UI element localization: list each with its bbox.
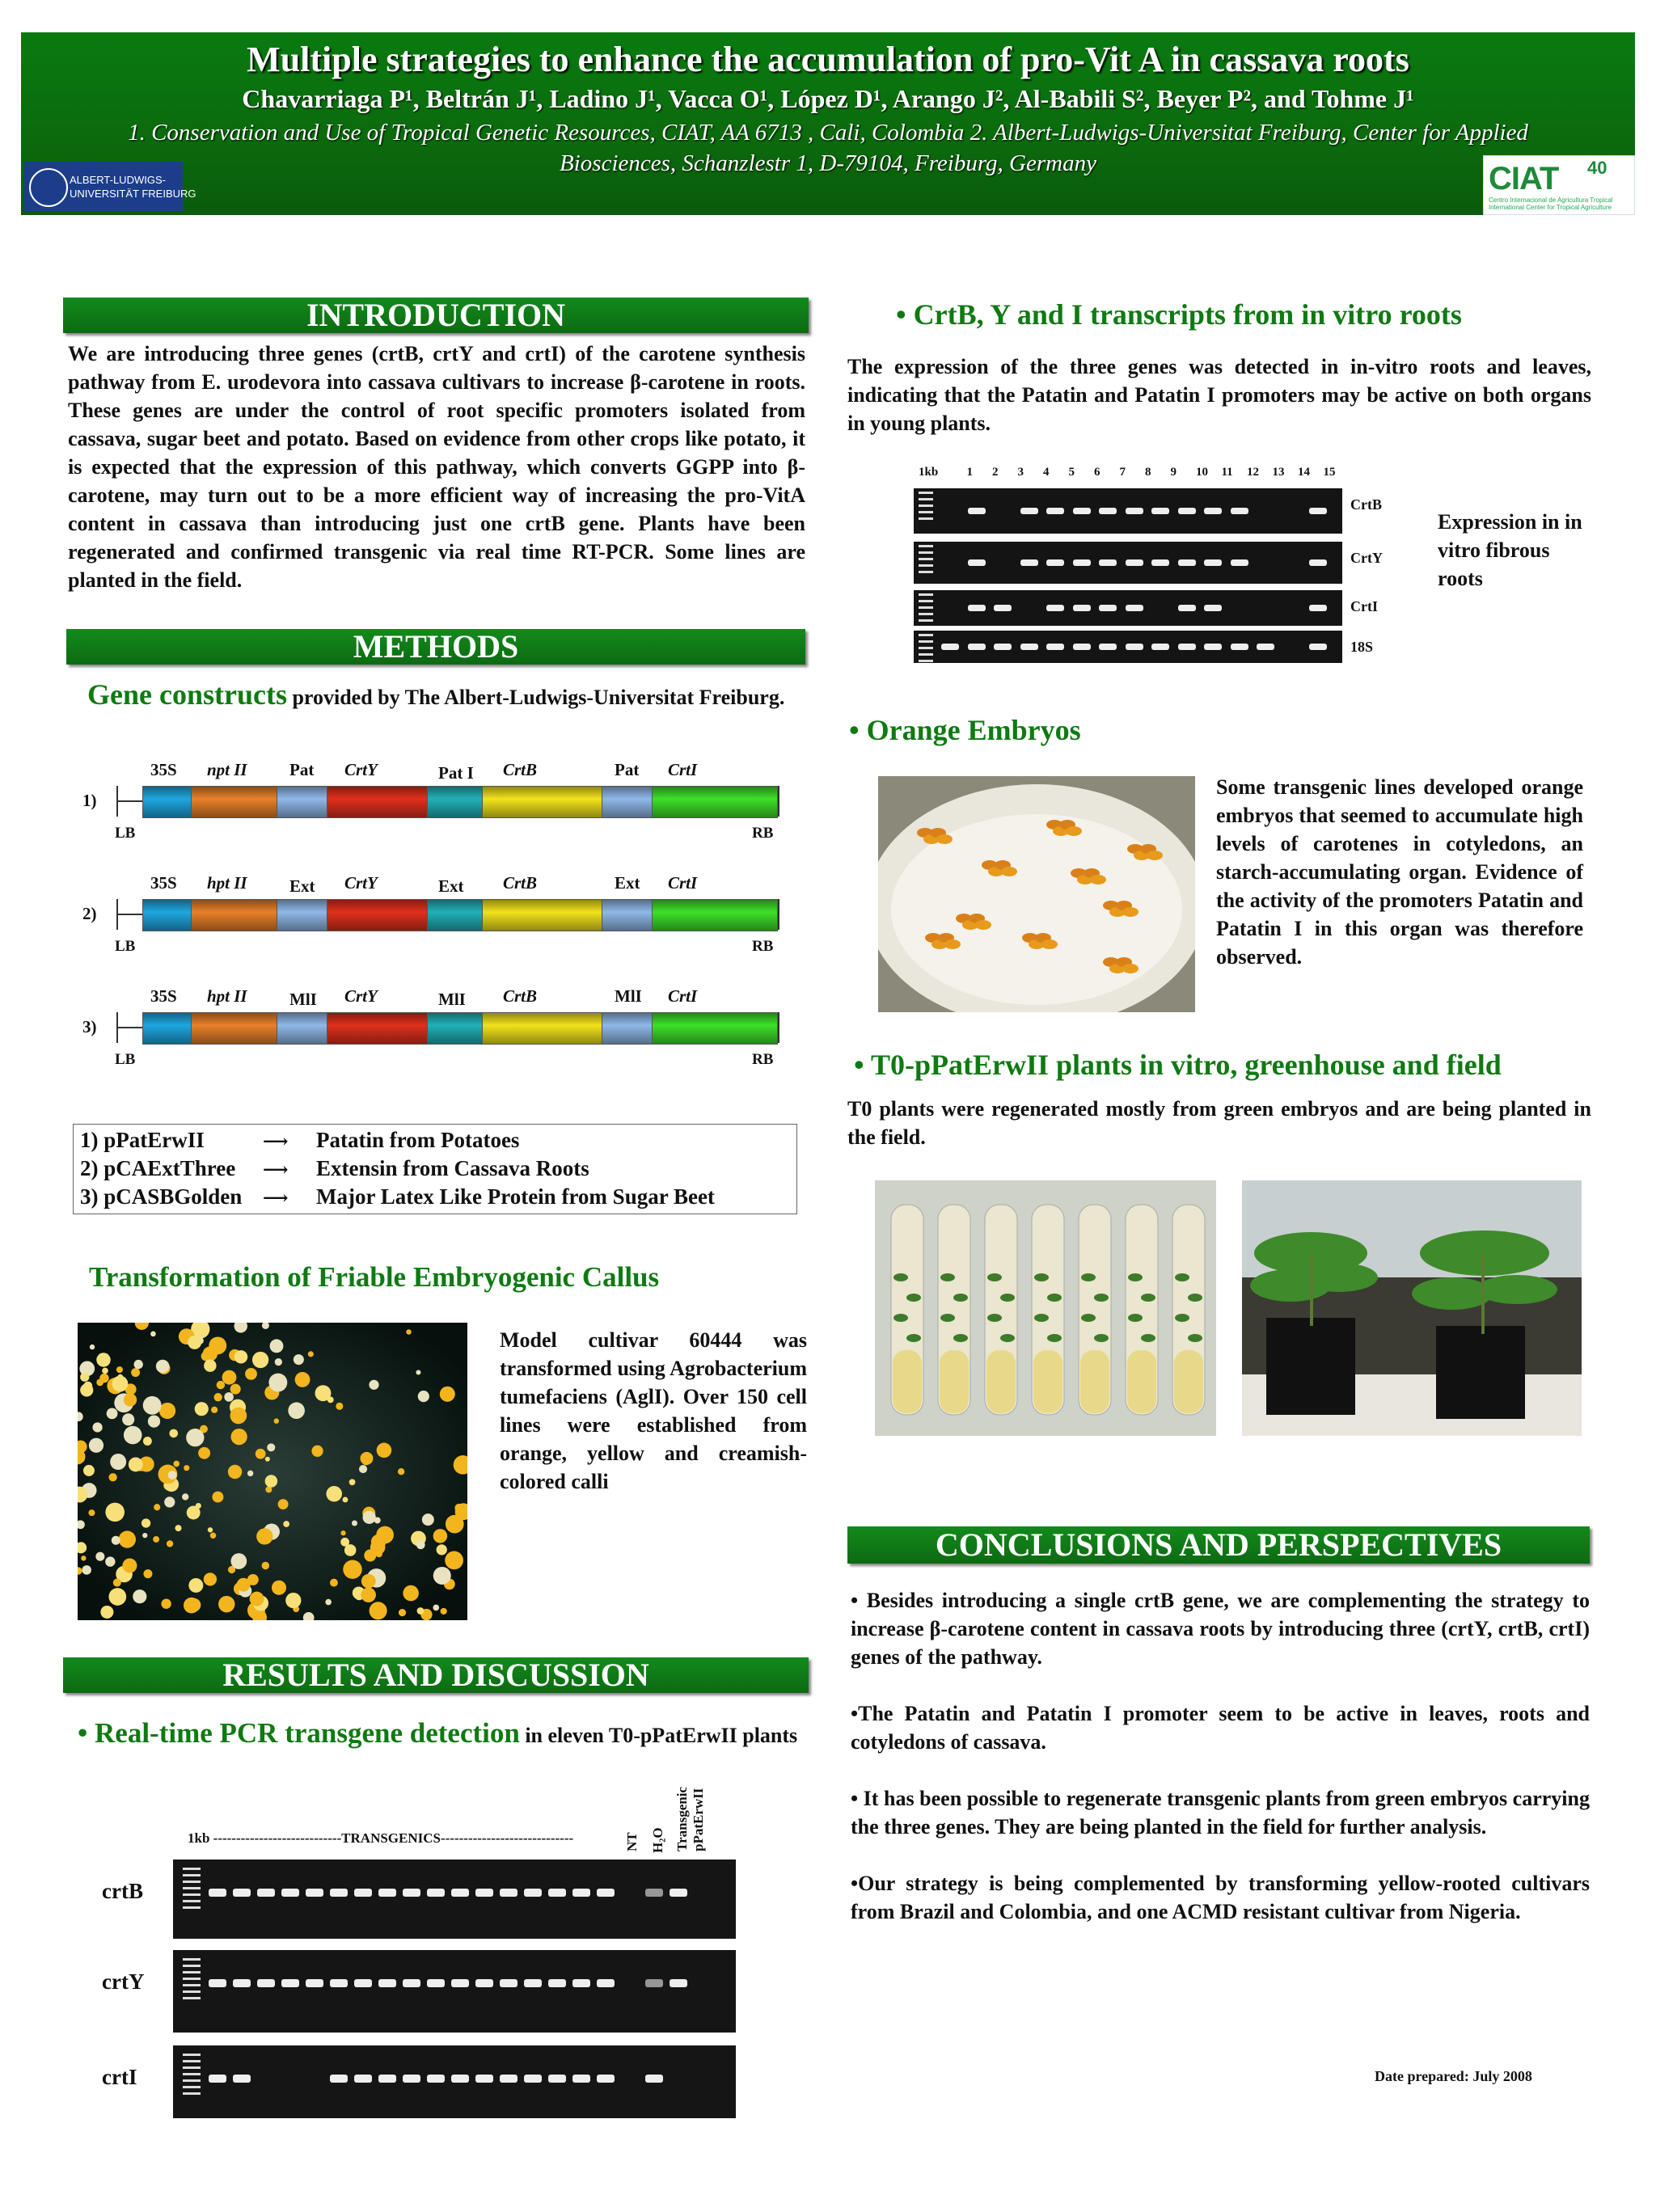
construct-segment-label: CrtY <box>344 760 378 779</box>
gel-band <box>1073 605 1091 611</box>
construct-segment-label: CrtB <box>503 760 538 779</box>
t0-plants-text: T0 plants were regenerated mostly from green embryos and are being planted in the field. <box>847 1097 1591 1149</box>
gel-ladder <box>919 492 933 524</box>
gel-band <box>427 2075 445 2083</box>
left-border-label: LB <box>115 1051 136 1068</box>
orange-embryos-heading: • Orange Embryos <box>849 714 1081 746</box>
gel-band <box>1046 559 1064 566</box>
gel-band <box>968 508 986 514</box>
rt-lane-label: 13 <box>1272 466 1285 479</box>
gel-band <box>500 1889 518 1897</box>
gel-band <box>1020 559 1038 566</box>
gel-band <box>257 1979 275 1987</box>
construct-segment <box>652 786 778 818</box>
transformation-text <box>500 1326 807 1496</box>
gel-band <box>645 2075 663 2083</box>
construct-segment <box>652 899 778 931</box>
legend-row <box>80 1128 792 1155</box>
gel-band <box>475 2075 493 2083</box>
gel-band <box>1099 605 1117 611</box>
gel-band <box>378 2075 396 2083</box>
gel-ladder <box>183 1958 201 2003</box>
transformation-text-content: Model cultivar 60444 was transformed using Agrobacterium tumefaciens (AglI). Over 150 cell lines were established from orange, yellow and creamish-colored calli <box>500 1328 807 1493</box>
gel-band <box>1204 508 1222 514</box>
gel-band <box>1151 644 1169 650</box>
gene-constructs-text: provided by The Albert-Ludwigs-Universitat Freiburg. <box>292 686 785 709</box>
field-plants-image <box>1242 1180 1582 1436</box>
gel-band <box>354 1889 372 1897</box>
rt-lane-label: 2 <box>992 466 999 479</box>
gel-band <box>233 2075 251 2083</box>
construct-segment <box>277 786 328 818</box>
gel-band <box>1231 644 1248 650</box>
affiliation-line-1: 1. Conservation and Use of Tropical Genetic Resources, CIAT, AA 6713 , Cali, Colombia 2. Albert-Ludwigs-Universitat Freiburg, Center for Applied <box>128 120 1528 146</box>
left-border-label: LB <box>115 938 136 955</box>
author-list: Chavarriaga P¹, Beltrán J¹, Ladino J¹, Vacca O¹, López D¹, Arango J², Al-Babili S², Beyer P², and Tohme J¹ <box>242 84 1414 113</box>
rt-lane-label: 3 <box>1017 466 1024 479</box>
gel-band <box>524 2075 542 2083</box>
construct-segment-label: hpt II <box>207 873 247 893</box>
right-border-tick <box>778 899 779 930</box>
legend-construct-name: 1) pPatErwII <box>80 1128 205 1152</box>
ciat-logo <box>1483 155 1635 215</box>
construct-legend <box>73 1124 797 1214</box>
gel-band <box>306 1979 323 1987</box>
methods-title: METHODS <box>66 629 805 665</box>
gel-ladder <box>919 634 933 666</box>
gel-band <box>209 1889 226 1897</box>
rt-lane-label: 10 <box>1196 466 1208 479</box>
introduction-title: INTRODUCTION <box>63 298 809 333</box>
construct-segment <box>602 786 653 818</box>
construct-segment-label: CrtB <box>503 873 538 893</box>
construct-segment-label: Pat I <box>438 763 474 783</box>
gel-band <box>572 1979 590 1987</box>
construct-segment <box>482 786 603 818</box>
construct-segment-label: CrtY <box>344 873 378 893</box>
orange-embryos-text: Some transgenic lines developed orange embryos that seemed to accumulate high levels of carotenes in cotyledons, an starch-accumulating organ. Evidence of the activity of the promoters Patatin and Patatin I in this organ was therefore observed. <box>1216 775 1583 969</box>
transcripts-heading: • CrtB, Y and I transcripts from in vitro roots <box>896 298 1462 331</box>
gel-col-transgenic: Transgenic pPatErwII <box>674 1787 706 1851</box>
gel-band <box>354 2075 372 2083</box>
construct-segment-label: Ext <box>438 876 464 896</box>
gel-band <box>1020 644 1038 650</box>
gel-band <box>1099 559 1117 566</box>
gel-band <box>1309 559 1327 566</box>
construct-segment-label: 35S <box>150 760 177 779</box>
gel-band <box>500 1979 518 1987</box>
gel-band <box>330 2075 348 2083</box>
gel-band <box>597 2075 615 2083</box>
gel-band <box>994 644 1012 650</box>
gel-band <box>233 1979 251 1987</box>
gel-band <box>524 1979 542 1987</box>
gel-ladder <box>183 2054 201 2099</box>
conclusions-list <box>851 1586 1590 1954</box>
gel-band <box>451 1979 469 1987</box>
gel-band <box>257 1889 275 1897</box>
gel-band <box>548 1979 566 1987</box>
gel-band <box>572 2075 590 2083</box>
invitro-plants-photo <box>875 1180 1216 1436</box>
construct-segment <box>482 899 603 931</box>
embryo-image <box>878 776 1195 1012</box>
legend-construct-name: 2) pCAExtThree <box>80 1156 236 1180</box>
gel-band <box>670 1889 687 1897</box>
gel-band <box>281 1889 299 1897</box>
gel-band <box>378 1979 396 1987</box>
legend-promoter-desc: Patatin from Potatoes <box>316 1128 520 1152</box>
gel-band <box>1204 559 1222 566</box>
construct-segment <box>191 899 278 931</box>
construct-segment-label: CrtI <box>668 986 698 1006</box>
gel-band <box>330 1979 348 1987</box>
field-plants-photo <box>1242 1180 1582 1436</box>
gel-band <box>1151 559 1169 566</box>
rt-lane-label: 8 <box>1145 466 1151 479</box>
construct-segment-label: Ext <box>289 876 315 896</box>
legend-row <box>80 1156 792 1184</box>
gel-band <box>1073 644 1091 650</box>
construct-segment-label: npt II <box>207 760 247 779</box>
ciat-logo-subtitle: Centro Internacional de Agricultura Tropical International Center for Tropical Agriculture <box>1489 196 1613 211</box>
gel-band <box>968 644 986 650</box>
construct-segment <box>277 899 328 931</box>
gel-top-label: 1kb ----------------------------TRANSGENICS----------------------------- <box>188 1830 574 1846</box>
rt-lane-label: 6 <box>1094 466 1100 479</box>
gel-band <box>1073 508 1091 514</box>
rt-gel-image <box>914 488 1342 665</box>
right-border-label: RB <box>752 938 774 955</box>
construct-segment-label: MlI <box>438 990 466 1009</box>
rt-gel-lane-labels <box>919 466 1339 483</box>
affiliation-line-2: Biosciences, Schanzlestr 1, D-79104, Freiburg, Germany <box>560 150 1096 176</box>
construct-segment <box>427 1012 484 1045</box>
rt-lane-label: 1kb <box>919 466 939 479</box>
gel-band <box>1046 605 1064 611</box>
gel-band <box>427 1889 445 1897</box>
right-border-tick <box>778 1012 779 1043</box>
construct-segment-label: CrtB <box>503 986 538 1006</box>
rt-gel-row-labels <box>1350 488 1415 665</box>
gel-band <box>281 1979 299 1987</box>
construct-segment <box>142 899 192 931</box>
construct-segment-label: Ext <box>615 873 640 893</box>
rt-lane-label: 14 <box>1298 466 1310 479</box>
gel-band <box>941 644 959 650</box>
construct-segment-label: 35S <box>150 873 177 893</box>
rt-lane-label: 1 <box>966 466 973 479</box>
gel-band <box>330 1889 348 1897</box>
gene-constructs-block <box>87 678 799 711</box>
arrow-right-icon: ⟶ <box>263 1131 289 1151</box>
construct-segment <box>327 899 429 931</box>
construct-number[interactable]: 2) <box>82 904 97 923</box>
left-border-label: LB <box>115 825 136 842</box>
rt-row-label: CrtB <box>1350 496 1382 513</box>
gel-band <box>1231 559 1248 566</box>
gel-band <box>968 605 986 611</box>
gel-band <box>378 1889 396 1897</box>
conclusion-item: • It has been possible to regenerate transgenic plants from green embryos carrying the three genes. They are being planted in the field for further analysis. <box>851 1787 1590 1838</box>
freiburg-logo <box>24 162 196 212</box>
gel-band <box>1178 559 1196 566</box>
rt-row-label: 18S <box>1350 639 1374 655</box>
pcr-gel-panel <box>173 1950 736 2033</box>
pcr-row-label: crtI <box>102 2065 137 2089</box>
poster-title: Multiple strategies to enhance the accumulation of pro-Vit A in cassava roots <box>247 40 1409 79</box>
legend-row <box>80 1184 792 1212</box>
gel-band <box>597 1889 615 1897</box>
rt-lane-label: 12 <box>1247 466 1259 479</box>
gel-band <box>1178 644 1196 650</box>
gel-band <box>1126 508 1143 514</box>
arrow-right-icon: ⟶ <box>263 1159 289 1180</box>
gel-band <box>1126 644 1143 650</box>
gel-band <box>1046 508 1064 514</box>
pcr-row-label: crtY <box>102 1969 145 1994</box>
construct-segment-label: Pat <box>289 760 315 779</box>
gel-band <box>1099 508 1117 514</box>
gel-band <box>306 1889 323 1897</box>
conclusions-title: CONCLUSIONS AND PERSPECTIVES <box>847 1526 1590 1564</box>
ciat-anniversary-badge: 40 <box>1587 158 1607 178</box>
conclusion-item: • Besides introducing a single crtB gene, we are complementing the strategy to increase β-carotene content in cassava roots by introducing three (crtY, crtB, crtI) genes of the pathway. <box>851 1589 1590 1669</box>
rt-gel-panel <box>914 590 1342 626</box>
rt-gel-panel <box>914 488 1342 534</box>
pcr-heading-suffix: in eleven T0-pPatErwII plants <box>525 1724 798 1747</box>
arrow-right-icon: ⟶ <box>263 1188 289 1208</box>
introduction-text: We are introducing three genes (crtB, crtY and crtI) of the carotene synthesis pathway from E. urodevora into cassava cultivars to increase β-carotene in roots. These genes are under the control of root specific promoters isolated from cassava, sugar beet and potato. Based on evidence from other crops like potato, it is expected that the expression of this pathway, which converts GGPP into β-carotene, may turn out to be a more efficient way of increasing the pro-VitA content in cassava than introducing just one crtB gene. Plants have been regenerated and confirmed transgenic via real time RT-PCR. Some lines are planted in the field. <box>68 342 805 592</box>
gel-band <box>209 1979 226 1987</box>
rt-lane-label: 9 <box>1170 466 1177 479</box>
gel-band <box>572 1889 590 1897</box>
gel-band <box>645 1979 663 1987</box>
embryogenic-callus-photo <box>78 1323 467 1620</box>
gel-band <box>403 2075 420 2083</box>
construct-segment <box>427 899 484 931</box>
gel-band <box>233 1889 251 1897</box>
gel-band <box>403 1979 420 1987</box>
callus-image <box>78 1323 467 1620</box>
gel-ladder <box>183 1868 201 1913</box>
gene-constructs-heading: Gene constructs <box>87 678 287 711</box>
gel-band <box>1231 508 1248 514</box>
construct-number[interactable]: 1) <box>82 791 97 810</box>
pcr-gel-panel <box>173 2045 736 2118</box>
gel-band <box>1126 605 1143 611</box>
pcr-gel-panel <box>173 1860 736 1939</box>
gel-ladder <box>919 545 933 577</box>
gel-band <box>1309 644 1327 650</box>
rt-lane-label: 7 <box>1119 466 1126 479</box>
ciat-logo-mark: CIAT <box>1489 161 1559 196</box>
gel-band <box>1309 605 1327 611</box>
gel-band <box>500 2075 518 2083</box>
gel-band <box>1309 508 1327 514</box>
transcripts-text: The expression of the three genes was detected in in-vitro roots and leaves, indicating that the Patatin and Patatin I promoters may be active on both organs in young plants. <box>847 355 1591 435</box>
construct-segment-label: MlI <box>289 990 317 1009</box>
legend-promoter-desc: Extensin from Cassava Roots <box>316 1156 589 1180</box>
gel-col-nt: NT <box>624 1832 640 1851</box>
legend-promoter-desc: Major Latex Like Protein from Sugar Beet <box>316 1184 715 1209</box>
gel-band <box>451 1889 469 1897</box>
gel-band <box>645 1889 663 1897</box>
transformation-heading: Transformation of Friable Embryogenic Callus <box>89 1261 660 1293</box>
gel-band <box>354 1979 372 1987</box>
construct-segment-label: CrtY <box>344 986 378 1006</box>
legend-construct-name: 3) pCASBGolden <box>80 1184 243 1209</box>
rt-lane-label: 5 <box>1068 466 1075 479</box>
gene-constructs-diagram <box>78 760 789 1075</box>
construct-segment-label: hpt II <box>207 986 247 1006</box>
pcr-heading: • Real-time PCR transgene detection <box>78 1717 520 1749</box>
construct-segment <box>427 786 484 818</box>
gel-band <box>1126 559 1143 566</box>
pcr-row-label: crtB <box>102 1879 143 1903</box>
construct-segment <box>482 1012 603 1045</box>
construct-segment-label: CrtI <box>668 760 698 779</box>
gel-band <box>475 1979 493 1987</box>
pcr-gel-image <box>173 1860 736 2113</box>
freiburg-logo-text: ALBERT-LUDWIGS- UNIVERSITÄT FREIBURG <box>70 174 196 200</box>
gel-band <box>670 1979 687 1987</box>
pcr-row-labels <box>102 1860 167 2113</box>
gel-band <box>548 2075 566 2083</box>
conclusion-item: •The Patatin and Patatin I promoter seem to be active in leaves, roots and cotyledons of cassava. <box>851 1702 1590 1754</box>
rt-row-label: CrtI <box>1350 598 1378 614</box>
gel-band <box>524 1889 542 1897</box>
rt-gel-caption: Expression in in vitro fibrous roots <box>1438 510 1582 590</box>
construct-segment-label: 35S <box>150 986 177 1006</box>
construct-number[interactable]: 3) <box>82 1017 97 1036</box>
construct-segment-label: Pat <box>615 760 640 779</box>
gel-col-h2o: H₂O <box>650 1827 665 1853</box>
university-seal-icon <box>29 168 68 207</box>
gel-band <box>1073 559 1091 566</box>
gel-band <box>1178 508 1196 514</box>
construct-segment-label: MlI <box>615 986 642 1006</box>
gel-band <box>1151 508 1169 514</box>
invitro-tubes-image <box>875 1180 1216 1436</box>
pcr-heading-block <box>78 1716 822 1754</box>
construct-segment <box>327 786 429 818</box>
gel-band <box>209 2075 226 2083</box>
construct-segment <box>191 1012 278 1045</box>
gel-band <box>1020 508 1038 514</box>
gel-band <box>1204 644 1222 650</box>
construct-segment <box>602 899 653 931</box>
rt-gel-panel <box>914 542 1342 584</box>
construct-segment <box>142 786 192 818</box>
orange-embryos-photo <box>878 776 1195 1012</box>
rt-row-label: CrtY <box>1350 550 1383 566</box>
left-border-tick <box>116 786 118 817</box>
gel-band <box>994 605 1012 611</box>
gel-band <box>1046 644 1064 650</box>
rt-lane-label: 4 <box>1043 466 1050 479</box>
right-border-tick <box>778 786 779 817</box>
rt-gel-panel <box>914 631 1342 663</box>
gel-band <box>548 1889 566 1897</box>
construct-segment <box>142 1012 192 1045</box>
results-title: RESULTS AND DISCUSSION <box>63 1657 809 1693</box>
gel-band <box>475 1889 493 1897</box>
rt-lane-label: 11 <box>1221 466 1233 479</box>
gel-band <box>403 1889 420 1897</box>
construct-segment <box>602 1012 653 1045</box>
left-border-tick <box>116 899 118 930</box>
right-border-label: RB <box>752 1051 774 1068</box>
gel-band <box>597 1979 615 1987</box>
left-border-tick <box>116 1012 118 1043</box>
construct-segment-label: CrtI <box>668 873 698 893</box>
conclusion-item: •Our strategy is being complemented by transforming yellow-rooted cultivars from Brazil and Colombia, and one ACMD resistant cultivar from Nigeria. <box>851 1872 1590 1923</box>
poster-header <box>21 32 1635 215</box>
construct-segment <box>327 1012 429 1045</box>
gel-band <box>1099 644 1117 650</box>
gel-band <box>1178 605 1196 611</box>
rt-lane-label: 15 <box>1323 466 1336 479</box>
t0-plants-heading: • T0-pPatErwII plants in vitro, greenhouse and field <box>854 1049 1502 1081</box>
gel-band <box>1204 605 1222 611</box>
gel-band <box>427 1979 445 1987</box>
date-prepared: Date prepared: July 2008 <box>1375 2068 1532 2084</box>
gel-band <box>1257 644 1274 650</box>
construct-segment <box>652 1012 778 1045</box>
right-border-label: RB <box>752 825 774 842</box>
gel-band <box>451 2075 469 2083</box>
gel-band <box>968 559 986 566</box>
construct-segment <box>277 1012 328 1045</box>
gel-ladder <box>919 593 933 626</box>
construct-segment <box>191 786 278 818</box>
